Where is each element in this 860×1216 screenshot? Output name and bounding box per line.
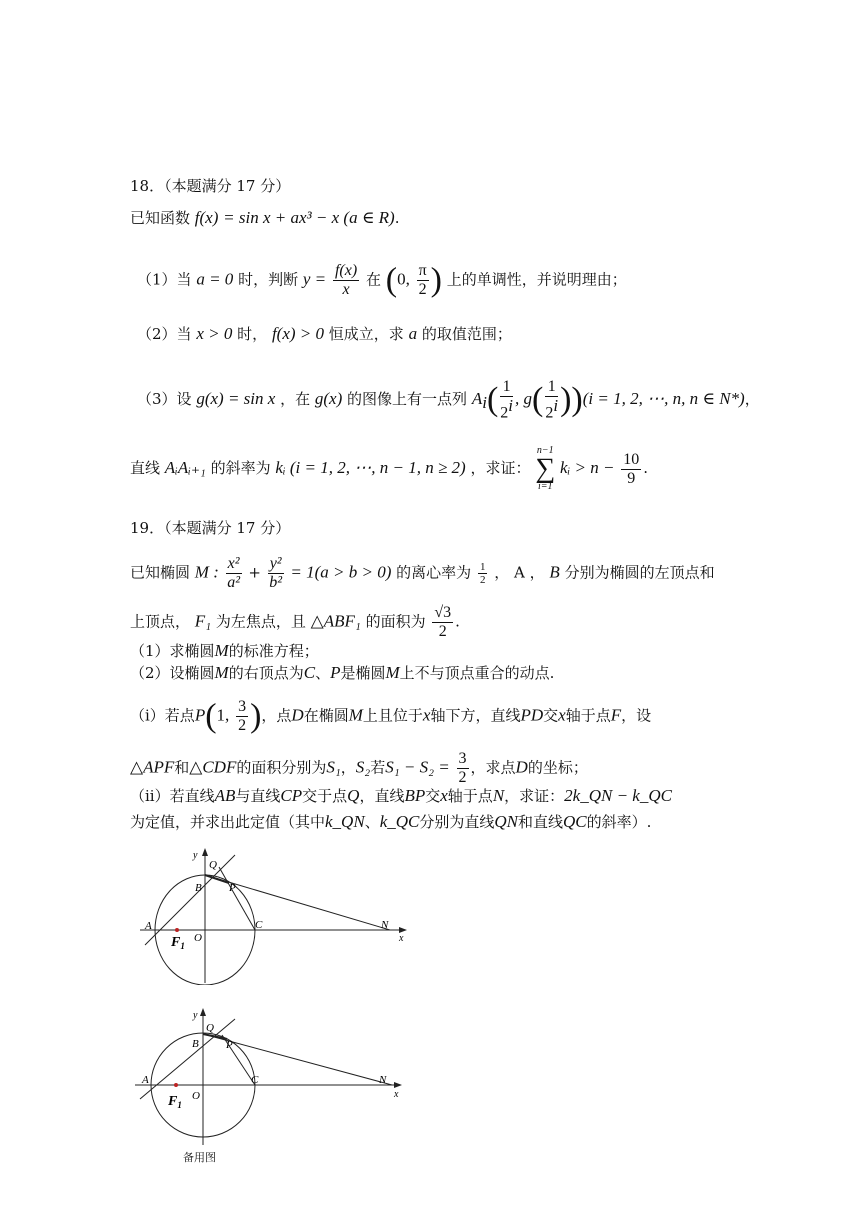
fraction-10-over-9: $\frac{10}{9}$ (623, 450, 640, 487)
q19-heading: 19．（本题满分 17 分） (130, 519, 291, 537)
line-cp (219, 867, 255, 930)
label-o: O (194, 932, 202, 944)
svg-text:C: C (251, 1074, 259, 1086)
q19-part2-i: （i）若点P(1, $\frac{3}{2}$ )，点D在椭圆M上且位于x轴下方，直线PD交x轴于点F，设 (130, 697, 652, 735)
label-n: N (381, 919, 389, 931)
q19-part2: （2）设椭圆M的右顶点为C、P是椭圆M上不与顶点重合的动点. (130, 663, 555, 682)
point-f1 (175, 928, 179, 932)
svg-text:Q: Q (206, 1022, 214, 1034)
svg-text:A: A (142, 1074, 149, 1086)
label-f1: $F_1$ (171, 935, 185, 951)
q19-part2-i-cont: △APF和△CDF的面积分别为S₁，S₂若S₁ − S₂ = $\frac{3}{2}$ ，求点D的坐标； (130, 750, 588, 786)
q18-heading: 18．（本题满分 17 分） (130, 177, 291, 195)
svg-text:P: P (226, 1039, 233, 1051)
svg-text:N: N (379, 1074, 387, 1086)
svg-text:F1: $F_1$ (168, 1094, 182, 1110)
q19-part1: （1）求椭圆M的标准方程； (130, 641, 319, 660)
svg-text:y: y (193, 1010, 198, 1021)
q19-line1: 已知椭圆 M : $\frac{\text{x²}}{\text{a²}}$ + $\frac{\text{y²}}{\text{b²}}$ = 1(a > b > 0) 的离心率为 $\frac{1}{2}$ ， A ， B 分别为椭圆的左顶点和 (130, 555, 715, 591)
line-ab (145, 855, 235, 945)
q18-part2: （2）当 x > 0 时， f(x) > 0 恒成立，求 a 的取值范围； (137, 324, 512, 343)
fraction-fx-over-x: $\frac{f(x)}{x}$ (334, 262, 358, 298)
label-b: B (195, 882, 202, 894)
label-c: C (255, 919, 263, 931)
label-y: y (193, 850, 198, 861)
figure-caption: 备用图 (183, 1151, 216, 1164)
ellipse-figure-main (135, 845, 420, 985)
svg-text:x: x (394, 1089, 399, 1100)
fraction-pi-over-2: $\frac{\pi}{2}$ (418, 262, 427, 298)
label-x: x (399, 933, 404, 944)
q18-part1: （1）当 a = 0 时，判断 y = $\frac{f(x)}{x}$ 在 (0, $\frac{\pi}{2}$ ) 上的单调性，并说明理由； (137, 261, 627, 299)
q18-statement: 已知函数 f(x) = sin x + ax³ − x (a ∈ R). (130, 208, 400, 227)
label-a: A (145, 920, 152, 932)
q19-part2-ii-cont: 为定值，并求出此定值（其中k_QN、k_QC分别为直线QN和直线QC的斜率）. (130, 812, 652, 831)
svg-text:B: B (192, 1038, 199, 1050)
summation-symbol: n−1 ∑ i=1 (535, 445, 556, 492)
label-q: Q (209, 859, 217, 871)
q19-part2-ii: （ii）若直线AB与直线CP交于点Q，直线BP交x轴于点N，求证：2k_QN − k_QC (130, 786, 672, 805)
q19-line2: 上顶点， F₁ 为左焦点，且 △ABF₁ 的面积为 $\frac{√3}{2}$ . (130, 604, 460, 640)
q18-part3-proof: 直线 AᵢAᵢ₊₁ 的斜率为 kᵢ (i = 1, 2, ⋯, n − 1, n ≥ 2) ，求证： n−1 ∑ i=1 kᵢ > n − $\frac{10}{9}$ . (130, 445, 649, 492)
label-p: P (229, 882, 236, 894)
ellipse-figure-backup (130, 1007, 415, 1147)
svg-text:O: O (192, 1090, 200, 1102)
q18-part3: （3）设 g(x) = sin x ，在 g(x) 的图像上有一点列 $A_i$( $\frac{1}{2^i}$ , g( $\frac{1}{2^i}$ ))(i = 1, 2, ⋯, n, n ∈ N*)， (137, 378, 760, 422)
